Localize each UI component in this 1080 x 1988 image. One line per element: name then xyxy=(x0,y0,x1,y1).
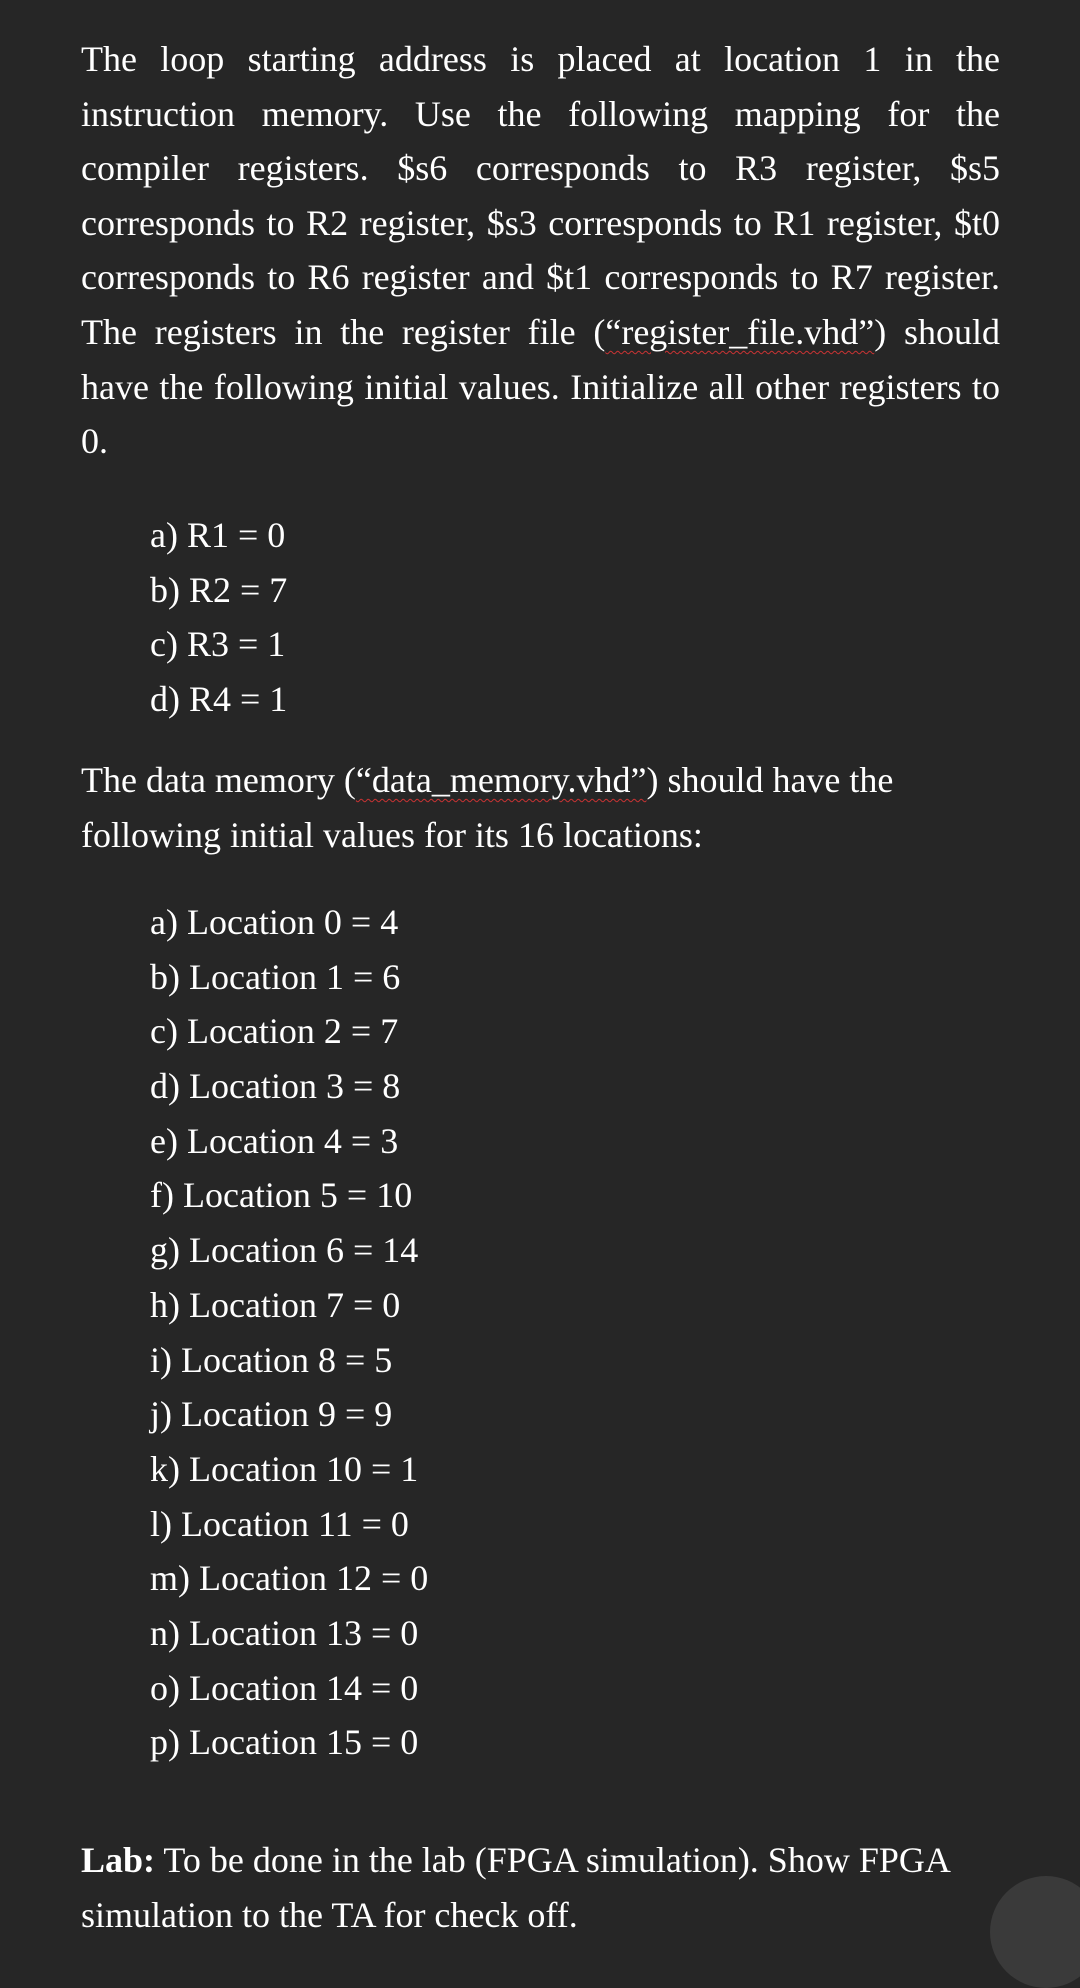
register-file-name: “register_file.vhd” xyxy=(605,311,875,352)
data-memory-suffix: ) should have the following initial values for its 16 locations: xyxy=(81,760,894,855)
list-item: j) Location 9 = 9 xyxy=(150,1394,393,1435)
list-item: b) R2 = 7 xyxy=(150,569,288,610)
list-item: o) Location 14 = 0 xyxy=(150,1667,419,1708)
list-item: h) Location 7 = 0 xyxy=(150,1284,401,1325)
lab-label: Lab: xyxy=(81,1840,156,1880)
memory-values-list xyxy=(81,895,428,1770)
lab-text: To be done in the lab (FPGA simulation). Show FPGA simulation to the TA for check off. xyxy=(81,1840,949,1935)
list-item: k) Location 10 = 1 xyxy=(150,1448,419,1489)
list-item: m) Location 12 = 0 xyxy=(150,1558,429,1599)
list-item: d) Location 3 = 8 xyxy=(150,1066,401,1107)
list-item: b) Location 1 = 6 xyxy=(150,956,401,997)
list-item: i) Location 8 = 5 xyxy=(150,1339,393,1380)
list-item: d) R4 = 1 xyxy=(150,679,288,720)
list-item: e) Location 4 = 3 xyxy=(150,1120,399,1161)
list-item: f) Location 5 = 10 xyxy=(150,1175,413,1216)
intro-text-part-1: The loop starting address is placed at location 1 in the instruction memory. Use the following mapping for the compiler registers. $s6 corresponds to R3 register, $s5 corresponds to R2 register, $s3 corresponds to R1 register, $t0 corresponds to R6 register and $t1 corresponds to R7 register. The registers in the register file ( xyxy=(81,39,1000,352)
intro-text-part-2: ) should have the following initial values. Initialize all other registers to 0. xyxy=(81,311,1000,462)
list-item: a) R1 = 0 xyxy=(150,515,286,555)
intro-paragraph xyxy=(81,32,1000,469)
data-memory-paragraph xyxy=(81,753,1000,862)
scroll-button[interactable] xyxy=(990,1876,1080,1988)
list-item: p) Location 15 = 0 xyxy=(150,1722,419,1763)
list-item: n) Location 13 = 0 xyxy=(150,1612,419,1653)
list-item: a) Location 0 = 4 xyxy=(150,902,399,942)
lab-paragraph xyxy=(81,1833,1000,1942)
list-item: c) Location 2 = 7 xyxy=(150,1011,399,1052)
list-item: g) Location 6 = 14 xyxy=(150,1230,419,1271)
list-item: c) R3 = 1 xyxy=(150,624,286,665)
register-values-list xyxy=(81,508,287,727)
data-memory-file-name: “data_memory.vhd” xyxy=(355,760,647,800)
list-item: l) Location 11 = 0 xyxy=(150,1503,409,1544)
data-memory-prefix: The data memory ( xyxy=(81,760,356,800)
